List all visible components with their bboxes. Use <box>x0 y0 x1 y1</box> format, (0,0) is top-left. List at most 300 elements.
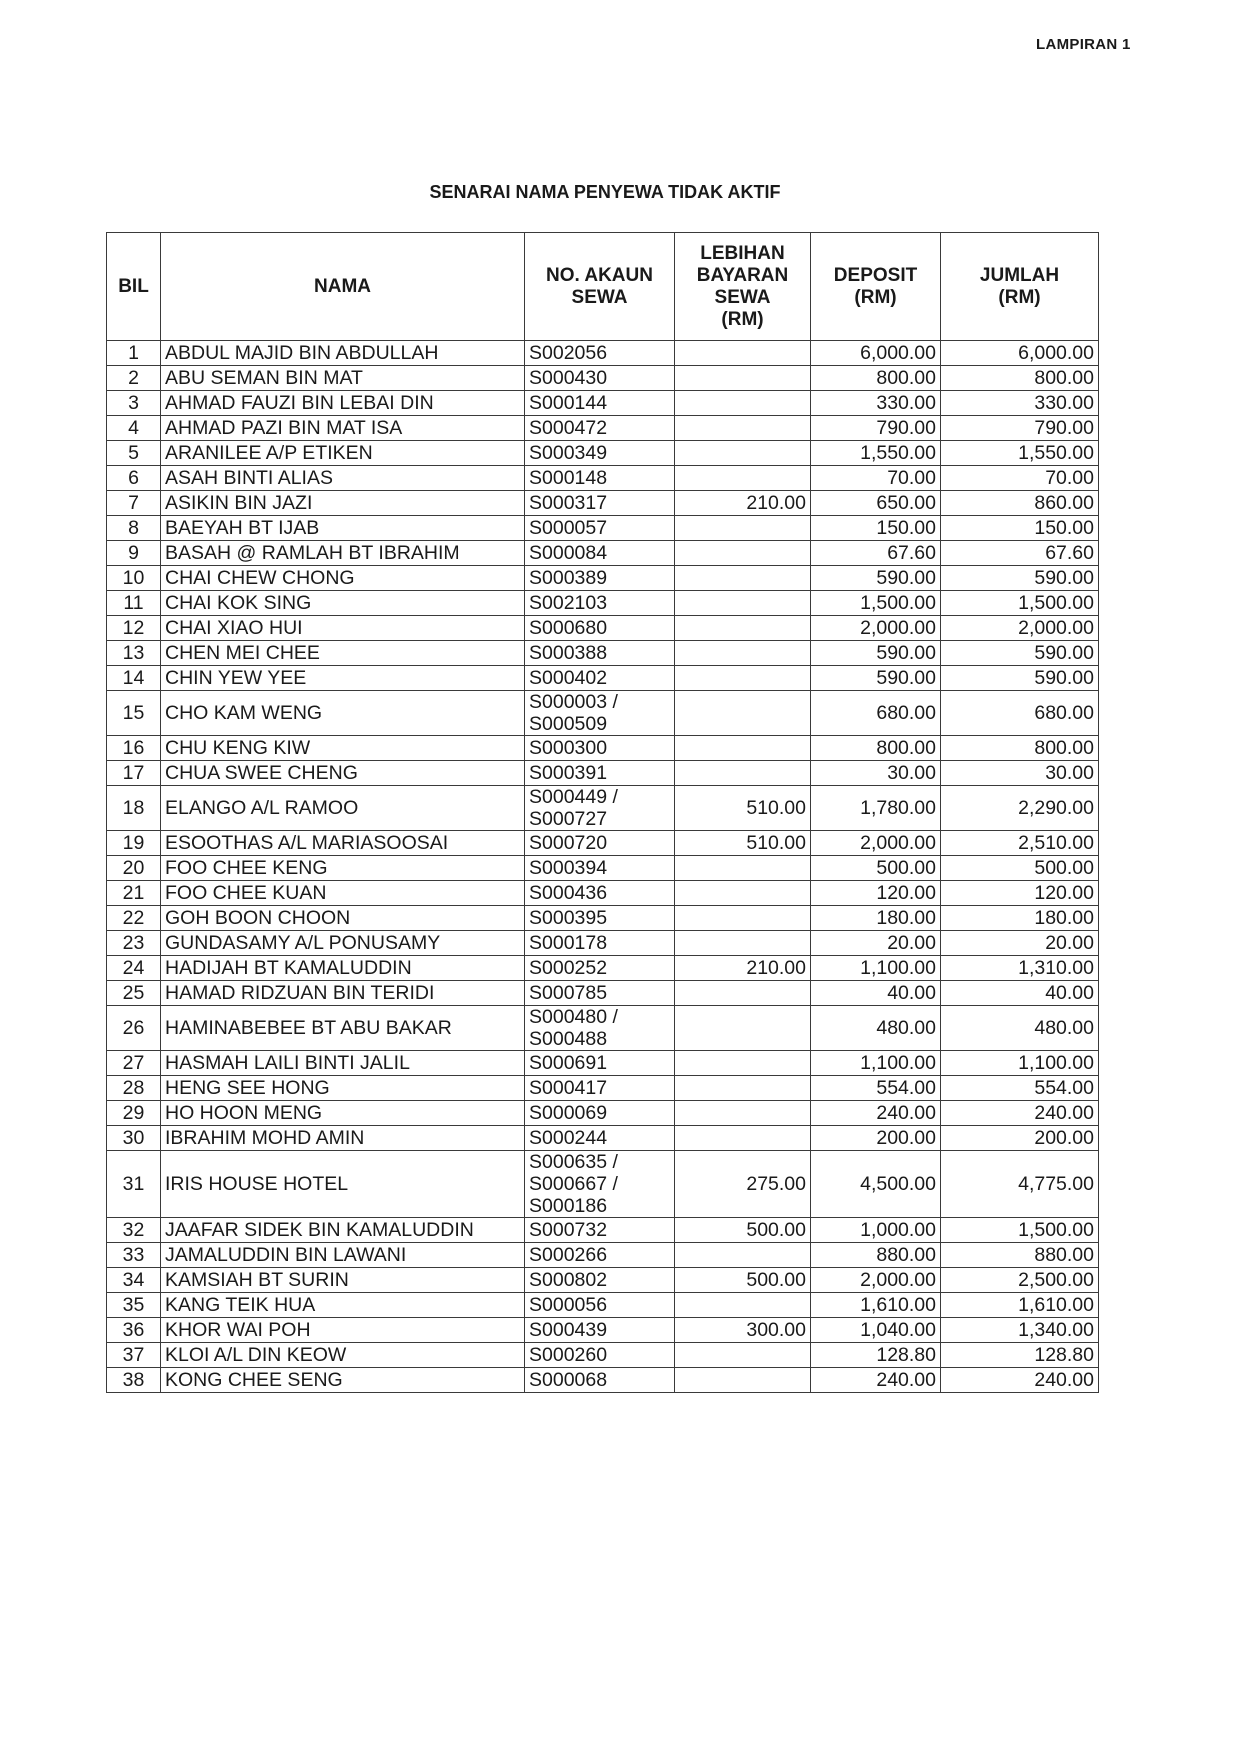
cell-nama: FOO CHEE KENG <box>161 856 525 881</box>
cell-bil: 11 <box>107 591 161 616</box>
cell-bil: 37 <box>107 1343 161 1368</box>
cell-deposit: 120.00 <box>811 881 941 906</box>
cell-deposit: 500.00 <box>811 856 941 881</box>
cell-deposit: 590.00 <box>811 566 941 591</box>
cell-akaun <box>525 1293 675 1318</box>
cell-jumlah: 1,340.00 <box>941 1318 1099 1343</box>
table-row <box>107 856 1099 881</box>
cell-akaun <box>525 1126 675 1151</box>
account-number: S000509 <box>529 713 608 735</box>
cell-bil: 22 <box>107 906 161 931</box>
cell-akaun <box>525 516 675 541</box>
cell-bil: 25 <box>107 981 161 1006</box>
cell-nama: ELANGO A/L RAMOO <box>161 786 525 831</box>
cell-lebihan: 500.00 <box>675 1218 811 1243</box>
cell-bil: 8 <box>107 516 161 541</box>
table-row <box>107 761 1099 786</box>
table-row <box>107 616 1099 641</box>
cell-lebihan <box>675 466 811 491</box>
cell-bil: 10 <box>107 566 161 591</box>
cell-akaun <box>525 466 675 491</box>
cell-nama: ESOOTHAS A/L MARIASOOSAI <box>161 831 525 856</box>
cell-lebihan <box>675 391 811 416</box>
cell-nama: ASAH BINTI ALIAS <box>161 466 525 491</box>
cell-deposit: 800.00 <box>811 736 941 761</box>
table-row <box>107 1243 1099 1268</box>
cell-lebihan <box>675 1368 811 1393</box>
cell-bil: 35 <box>107 1293 161 1318</box>
column-header-no-akaun-sewa: NO. AKAUN SEWA <box>525 233 675 341</box>
cell-deposit: 180.00 <box>811 906 941 931</box>
table-row <box>107 1101 1099 1126</box>
cell-deposit: 128.80 <box>811 1343 941 1368</box>
account-number: S000785 <box>529 982 608 1004</box>
table-row <box>107 1051 1099 1076</box>
cell-jumlah: 590.00 <box>941 566 1099 591</box>
cell-nama: ARANILEE A/P ETIKEN <box>161 441 525 466</box>
cell-akaun <box>525 1368 675 1393</box>
table-header-row <box>107 233 1099 341</box>
table-row <box>107 881 1099 906</box>
cell-nama: CHO KAM WENG <box>161 691 525 736</box>
cell-bil: 26 <box>107 1006 161 1051</box>
cell-jumlah: 20.00 <box>941 931 1099 956</box>
cell-bil: 4 <box>107 416 161 441</box>
cell-lebihan <box>675 591 811 616</box>
account-number: S000472 <box>529 417 608 439</box>
table-row <box>107 416 1099 441</box>
cell-nama: CHIN YEW YEE <box>161 666 525 691</box>
cell-bil: 34 <box>107 1268 161 1293</box>
cell-lebihan: 210.00 <box>675 956 811 981</box>
cell-lebihan <box>675 981 811 1006</box>
cell-nama: KAMSIAH BT SURIN <box>161 1268 525 1293</box>
table-row <box>107 591 1099 616</box>
cell-lebihan <box>675 856 811 881</box>
cell-jumlah: 790.00 <box>941 416 1099 441</box>
column-header-nama: NAMA <box>161 233 525 341</box>
cell-akaun <box>525 831 675 856</box>
cell-bil: 13 <box>107 641 161 666</box>
cell-akaun <box>525 761 675 786</box>
cell-nama: KANG TEIK HUA <box>161 1293 525 1318</box>
account-number: S000488 <box>529 1028 608 1050</box>
cell-bil: 12 <box>107 616 161 641</box>
account-number: S000068 <box>529 1369 608 1391</box>
account-number: S000727 <box>529 808 608 830</box>
cell-akaun <box>525 1101 675 1126</box>
cell-bil: 1 <box>107 341 161 366</box>
cell-deposit: 1,100.00 <box>811 956 941 981</box>
cell-jumlah: 240.00 <box>941 1368 1099 1393</box>
cell-deposit: 1,550.00 <box>811 441 941 466</box>
cell-bil: 7 <box>107 491 161 516</box>
cell-jumlah: 67.60 <box>941 541 1099 566</box>
cell-jumlah: 330.00 <box>941 391 1099 416</box>
cell-akaun <box>525 491 675 516</box>
table-row <box>107 1268 1099 1293</box>
account-number: S000260 <box>529 1344 608 1366</box>
cell-bil: 19 <box>107 831 161 856</box>
account-number: S000732 <box>529 1219 608 1241</box>
cell-nama: HAMAD RIDZUAN BIN TERIDI <box>161 981 525 1006</box>
cell-akaun <box>525 856 675 881</box>
cell-akaun <box>525 1343 675 1368</box>
account-number: S000802 <box>529 1269 608 1291</box>
table-row <box>107 391 1099 416</box>
table-row <box>107 736 1099 761</box>
cell-jumlah: 880.00 <box>941 1243 1099 1268</box>
table-row <box>107 641 1099 666</box>
cell-deposit: 880.00 <box>811 1243 941 1268</box>
cell-deposit: 2,000.00 <box>811 1268 941 1293</box>
cell-akaun <box>525 641 675 666</box>
account-number: S000436 <box>529 882 608 904</box>
cell-jumlah: 200.00 <box>941 1126 1099 1151</box>
cell-nama: IBRAHIM MOHD AMIN <box>161 1126 525 1151</box>
cell-lebihan <box>675 441 811 466</box>
account-number: S000144 <box>529 392 608 414</box>
cell-akaun <box>525 691 675 736</box>
cell-akaun <box>525 1151 675 1218</box>
cell-deposit: 6,000.00 <box>811 341 941 366</box>
cell-akaun <box>525 366 675 391</box>
cell-deposit: 554.00 <box>811 1076 941 1101</box>
account-number: S000635 / <box>529 1151 618 1173</box>
table-row <box>107 516 1099 541</box>
cell-bil: 23 <box>107 931 161 956</box>
cell-deposit: 150.00 <box>811 516 941 541</box>
cell-jumlah: 1,500.00 <box>941 591 1099 616</box>
cell-lebihan: 510.00 <box>675 786 811 831</box>
cell-lebihan <box>675 691 811 736</box>
cell-bil: 21 <box>107 881 161 906</box>
cell-bil: 32 <box>107 1218 161 1243</box>
account-number: S000178 <box>529 932 608 954</box>
cell-nama: KLOI A/L DIN KEOW <box>161 1343 525 1368</box>
cell-nama: AHMAD PAZI BIN MAT ISA <box>161 416 525 441</box>
cell-deposit: 590.00 <box>811 666 941 691</box>
table-row <box>107 1293 1099 1318</box>
account-number: S000395 <box>529 907 608 929</box>
cell-jumlah: 1,550.00 <box>941 441 1099 466</box>
cell-akaun <box>525 1218 675 1243</box>
appendix-label: LAMPIRAN 1 <box>1036 36 1131 53</box>
cell-jumlah: 680.00 <box>941 691 1099 736</box>
account-number: S000057 <box>529 517 608 539</box>
cell-bil: 36 <box>107 1318 161 1343</box>
table-row <box>107 931 1099 956</box>
account-number: S000056 <box>529 1294 608 1316</box>
cell-lebihan: 510.00 <box>675 831 811 856</box>
account-number: S000317 <box>529 492 608 514</box>
account-number: S000402 <box>529 667 608 689</box>
account-number: S000186 <box>529 1195 608 1217</box>
cell-akaun <box>525 736 675 761</box>
column-header-jumlah: JUMLAH (RM) <box>941 233 1099 341</box>
cell-bil: 9 <box>107 541 161 566</box>
cell-akaun <box>525 786 675 831</box>
cell-jumlah: 480.00 <box>941 1006 1099 1051</box>
cell-jumlah: 800.00 <box>941 366 1099 391</box>
cell-bil: 24 <box>107 956 161 981</box>
cell-jumlah: 1,610.00 <box>941 1293 1099 1318</box>
cell-lebihan <box>675 1293 811 1318</box>
cell-bil: 14 <box>107 666 161 691</box>
cell-akaun <box>525 931 675 956</box>
account-number: S000069 <box>529 1102 608 1124</box>
cell-deposit: 1,610.00 <box>811 1293 941 1318</box>
cell-deposit: 1,780.00 <box>811 786 941 831</box>
cell-jumlah: 240.00 <box>941 1101 1099 1126</box>
cell-deposit: 650.00 <box>811 491 941 516</box>
cell-jumlah: 30.00 <box>941 761 1099 786</box>
cell-nama: GUNDASAMY A/L PONUSAMY <box>161 931 525 956</box>
cell-lebihan <box>675 1076 811 1101</box>
cell-deposit: 1,100.00 <box>811 1051 941 1076</box>
cell-lebihan <box>675 666 811 691</box>
cell-jumlah: 128.80 <box>941 1343 1099 1368</box>
cell-lebihan <box>675 541 811 566</box>
cell-jumlah: 500.00 <box>941 856 1099 881</box>
account-number: S000388 <box>529 642 608 664</box>
account-number: S000430 <box>529 367 608 389</box>
cell-lebihan: 275.00 <box>675 1151 811 1218</box>
table-row <box>107 956 1099 981</box>
cell-nama: CHAI CHEW CHONG <box>161 566 525 591</box>
cell-nama: KHOR WAI POH <box>161 1318 525 1343</box>
table-row <box>107 1006 1099 1051</box>
account-number: S000667 / <box>529 1173 618 1195</box>
cell-deposit: 1,040.00 <box>811 1318 941 1343</box>
cell-deposit: 30.00 <box>811 761 941 786</box>
cell-nama: CHUA SWEE CHENG <box>161 761 525 786</box>
cell-akaun <box>525 1076 675 1101</box>
table-row <box>107 1343 1099 1368</box>
table-row <box>107 466 1099 491</box>
cell-bil: 15 <box>107 691 161 736</box>
cell-bil: 38 <box>107 1368 161 1393</box>
cell-deposit: 67.60 <box>811 541 941 566</box>
cell-lebihan <box>675 1051 811 1076</box>
cell-akaun <box>525 441 675 466</box>
cell-lebihan <box>675 1126 811 1151</box>
cell-bil: 20 <box>107 856 161 881</box>
cell-lebihan <box>675 341 811 366</box>
cell-deposit: 330.00 <box>811 391 941 416</box>
account-number: S000003 / <box>529 691 618 713</box>
table-row <box>107 341 1099 366</box>
account-number: S000389 <box>529 567 608 589</box>
table-row <box>107 786 1099 831</box>
cell-bil: 18 <box>107 786 161 831</box>
cell-lebihan <box>675 566 811 591</box>
account-number: S000252 <box>529 957 608 979</box>
cell-deposit: 40.00 <box>811 981 941 1006</box>
cell-akaun <box>525 1268 675 1293</box>
cell-nama: AHMAD FAUZI BIN LEBAI DIN <box>161 391 525 416</box>
table-row <box>107 441 1099 466</box>
cell-akaun <box>525 1318 675 1343</box>
column-header-deposit: DEPOSIT (RM) <box>811 233 941 341</box>
cell-jumlah: 590.00 <box>941 666 1099 691</box>
account-number: S002056 <box>529 342 608 364</box>
account-number: S000417 <box>529 1077 608 1099</box>
cell-jumlah: 120.00 <box>941 881 1099 906</box>
cell-lebihan: 500.00 <box>675 1268 811 1293</box>
cell-lebihan <box>675 366 811 391</box>
cell-bil: 5 <box>107 441 161 466</box>
cell-bil: 3 <box>107 391 161 416</box>
table-row <box>107 1318 1099 1343</box>
document-title: SENARAI NAMA PENYEWA TIDAK AKTIF <box>429 182 781 202</box>
cell-nama: BASAH @ RAMLAH BT IBRAHIM <box>161 541 525 566</box>
cell-bil: 33 <box>107 1243 161 1268</box>
cell-jumlah: 180.00 <box>941 906 1099 931</box>
account-number: S000349 <box>529 442 608 464</box>
table-row <box>107 566 1099 591</box>
cell-bil: 16 <box>107 736 161 761</box>
cell-deposit: 200.00 <box>811 1126 941 1151</box>
cell-akaun <box>525 541 675 566</box>
cell-deposit: 240.00 <box>811 1101 941 1126</box>
cell-bil: 29 <box>107 1101 161 1126</box>
cell-deposit: 2,000.00 <box>811 616 941 641</box>
cell-lebihan <box>675 931 811 956</box>
cell-akaun <box>525 1051 675 1076</box>
cell-lebihan <box>675 761 811 786</box>
cell-bil: 2 <box>107 366 161 391</box>
column-header-lebihan-bayaran-sewa: LEBIHAN BAYARAN SEWA (RM) <box>675 233 811 341</box>
cell-bil: 6 <box>107 466 161 491</box>
cell-jumlah: 6,000.00 <box>941 341 1099 366</box>
cell-jumlah: 590.00 <box>941 641 1099 666</box>
cell-akaun <box>525 416 675 441</box>
account-number: S000720 <box>529 832 608 854</box>
table-row <box>107 491 1099 516</box>
account-number: S000266 <box>529 1244 608 1266</box>
account-number: S000148 <box>529 467 608 489</box>
cell-akaun <box>525 591 675 616</box>
cell-nama: ASIKIN BIN JAZI <box>161 491 525 516</box>
cell-jumlah: 150.00 <box>941 516 1099 541</box>
cell-lebihan: 300.00 <box>675 1318 811 1343</box>
cell-nama: IRIS HOUSE HOTEL <box>161 1151 525 1218</box>
cell-lebihan <box>675 416 811 441</box>
account-number: S000300 <box>529 737 608 759</box>
cell-deposit: 4,500.00 <box>811 1151 941 1218</box>
cell-akaun <box>525 566 675 591</box>
inactive-tenants-table <box>106 232 1099 1393</box>
cell-lebihan <box>675 1101 811 1126</box>
cell-jumlah: 1,500.00 <box>941 1218 1099 1243</box>
cell-jumlah: 554.00 <box>941 1076 1099 1101</box>
cell-deposit: 590.00 <box>811 641 941 666</box>
cell-akaun <box>525 881 675 906</box>
table-row <box>107 1126 1099 1151</box>
cell-bil: 17 <box>107 761 161 786</box>
cell-bil: 28 <box>107 1076 161 1101</box>
cell-jumlah: 800.00 <box>941 736 1099 761</box>
cell-nama: JAMALUDDIN BIN LAWANI <box>161 1243 525 1268</box>
cell-lebihan <box>675 881 811 906</box>
cell-nama: HAMINABEBEE BT ABU BAKAR <box>161 1006 525 1051</box>
cell-nama: GOH BOON CHOON <box>161 906 525 931</box>
cell-lebihan <box>675 516 811 541</box>
table-row <box>107 1076 1099 1101</box>
cell-deposit: 2,000.00 <box>811 831 941 856</box>
table-row <box>107 981 1099 1006</box>
cell-akaun <box>525 666 675 691</box>
cell-deposit: 240.00 <box>811 1368 941 1393</box>
cell-lebihan <box>675 1006 811 1051</box>
cell-nama: HENG SEE HONG <box>161 1076 525 1101</box>
cell-jumlah: 860.00 <box>941 491 1099 516</box>
cell-akaun <box>525 391 675 416</box>
cell-akaun <box>525 341 675 366</box>
table-row <box>107 366 1099 391</box>
table-row <box>107 1218 1099 1243</box>
cell-deposit: 800.00 <box>811 366 941 391</box>
cell-akaun <box>525 616 675 641</box>
cell-deposit: 70.00 <box>811 466 941 491</box>
cell-nama: HADIJAH BT KAMALUDDIN <box>161 956 525 981</box>
cell-akaun <box>525 906 675 931</box>
cell-lebihan <box>675 1343 811 1368</box>
cell-nama: FOO CHEE KUAN <box>161 881 525 906</box>
table-row <box>107 1151 1099 1218</box>
cell-lebihan <box>675 906 811 931</box>
account-number: S000680 <box>529 617 608 639</box>
cell-bil: 30 <box>107 1126 161 1151</box>
cell-nama: KONG CHEE SENG <box>161 1368 525 1393</box>
cell-akaun <box>525 956 675 981</box>
cell-bil: 27 <box>107 1051 161 1076</box>
cell-nama: CHAI XIAO HUI <box>161 616 525 641</box>
cell-jumlah: 4,775.00 <box>941 1151 1099 1218</box>
table-row <box>107 906 1099 931</box>
cell-jumlah: 2,290.00 <box>941 786 1099 831</box>
cell-lebihan <box>675 616 811 641</box>
cell-akaun <box>525 981 675 1006</box>
cell-nama: CHEN MEI CHEE <box>161 641 525 666</box>
cell-jumlah: 1,100.00 <box>941 1051 1099 1076</box>
account-number: S000394 <box>529 857 608 879</box>
cell-jumlah: 40.00 <box>941 981 1099 1006</box>
cell-nama: CHU KENG KIW <box>161 736 525 761</box>
cell-jumlah: 2,500.00 <box>941 1268 1099 1293</box>
cell-nama: CHAI KOK SING <box>161 591 525 616</box>
column-header-bil: BIL <box>107 233 161 341</box>
account-number: S000691 <box>529 1052 608 1074</box>
cell-deposit: 1,000.00 <box>811 1218 941 1243</box>
cell-deposit: 680.00 <box>811 691 941 736</box>
cell-jumlah: 1,310.00 <box>941 956 1099 981</box>
table-row <box>107 831 1099 856</box>
table-body <box>107 341 1099 1393</box>
cell-lebihan <box>675 641 811 666</box>
cell-deposit: 480.00 <box>811 1006 941 1051</box>
account-number: S000244 <box>529 1127 608 1149</box>
cell-nama: HASMAH LAILI BINTI JALIL <box>161 1051 525 1076</box>
account-number: S002103 <box>529 592 608 614</box>
cell-nama: JAAFAR SIDEK BIN KAMALUDDIN <box>161 1218 525 1243</box>
cell-nama: ABU SEMAN BIN MAT <box>161 366 525 391</box>
account-number: S000391 <box>529 762 608 784</box>
table-row <box>107 691 1099 736</box>
table-row <box>107 666 1099 691</box>
cell-lebihan <box>675 1243 811 1268</box>
